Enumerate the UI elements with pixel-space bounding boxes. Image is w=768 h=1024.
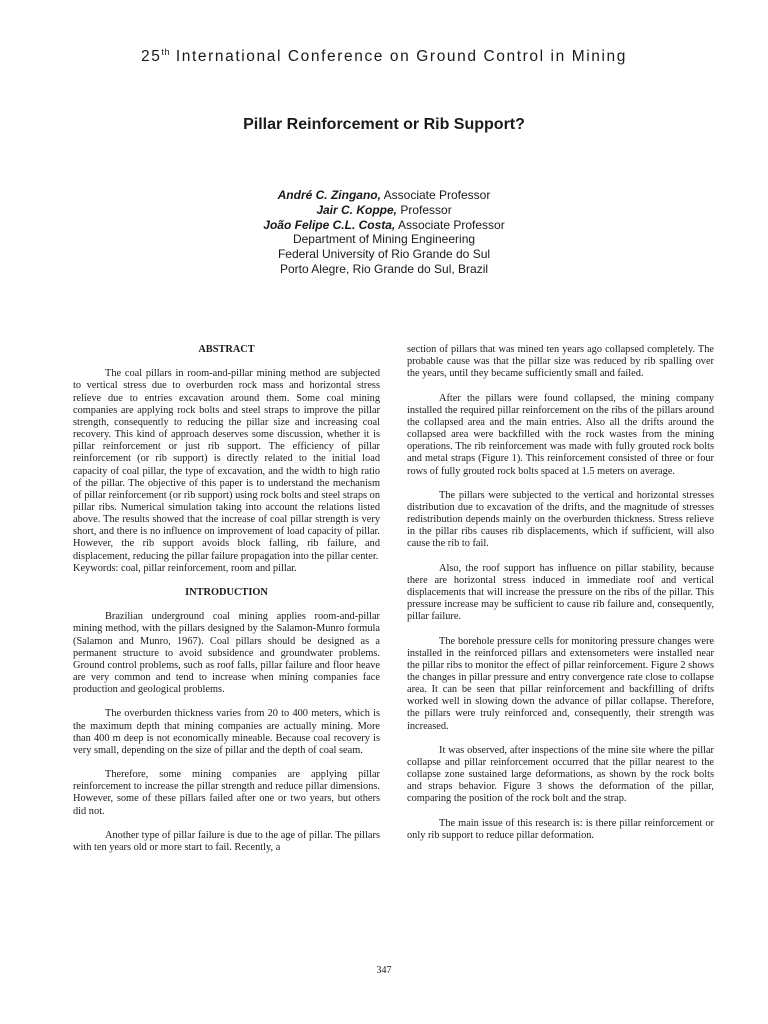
body-paragraph: After the pillars were found collapsed, the mining company installed the required pillar reinforcement on the ribs of the pillars around the collapsed area and the main entries. Also all the drifts around the collapsed area were backfilled with the rock wastes from the mining operations. The rib reinforcement was made with fully grouted rock bolts and metal straps (Figure 1). This reinforcement consisted of three or four rows of fully grouted rock bolts spaced at 1.5 meters on average. (407, 392, 714, 477)
body-paragraph: Another type of pillar failure is due to the age of pillar. The pillars with ten years old or more start to fail. Recently, a (73, 829, 380, 854)
body-paragraph: section of pillars that was mined ten years ago collapsed completely. The probable cause was that the pillar size was reduced by rib spalling over the years, until they became sufficiently small and failed. (407, 344, 714, 380)
author-name: João Felipe C.L. Costa, (263, 217, 396, 232)
author-role: Associate Professor (395, 217, 505, 232)
conference-header: 25th International Conference on Ground Control in Mining (141, 47, 627, 66)
page-number: 347 (376, 965, 392, 976)
author-name: Jair C. Koppe, (316, 202, 397, 217)
author-role: Associate Professor (380, 188, 491, 202)
abstract-heading: ABSTRACT (198, 344, 255, 355)
author-line (0, 203, 768, 218)
body-paragraph: The pillars were subjected to the vertical and horizontal stresses distribution due to excavation of the drifts, and the magnitude of stresses redistribution depends mainly on the overburden thickness. Stress relieve in the pillar ribs causes rib displacements, which if sufficient, will also cause the rib to fail. (407, 489, 714, 550)
paper-title: Pillar Reinforcement or Rib Support? (243, 116, 525, 133)
affiliation-line: Department of Mining Engineering (292, 232, 476, 247)
affiliation-line: Federal University of Rio Grande do Sul (277, 247, 491, 262)
body-paragraph: Brazilian underground coal mining applies room-and-pillar mining method, with the pillars designed by the Salamon-Munro formula (Salamon and Munro, 1967). Coal pillars should be designed as a permanent structure to avoid subsidence and groundwater problems. Ground control problems, such as roof falls, pillar failure and floor heave are very common and tend to increase when mining companies face production and geological problems. (73, 611, 380, 696)
left-column (73, 344, 380, 866)
author-name: André C. Zingano, (277, 188, 381, 202)
body-paragraph: The borehole pressure cells for monitoring pressure changes were installed in the reinforced pillars and extensometers were installed near the pillar ribs to monitor the effect of pillar reinforcement. Figure 2 shows the changes in pillar pressure and entry convergence rate close to collapse area. It can be seen that pillar reinforcement and backfilling of drifts worked well in slowing down the advance of pillar collapse. Therefore, the pillars were truly reinforced and, consequently, their strength was increased. (407, 635, 714, 732)
author-block (0, 188, 768, 277)
body-paragraph: The overburden thickness varies from 20 to 400 meters, which is the maximum depth that mining companies are actually mining. More than 400 m deep is not economically mineable. Because coal recovery is very small, depending on the size of pillar and the depth of coal seam. (73, 708, 380, 756)
abstract-paragraph: The coal pillars in room-and-pillar mining method are subjected to vertical stress due to overburden rock mass and horizontal stress relieve due to entries excavation around them. Some coal mining companies are applying rock bolts and steel straps to improve the pillar strength, consequently to reducing the pillar size and increasing coal recovery. This kind of approach deserves some discussion, whether it is pillar reinforcement or just rib support. The efficiency of pillar reinforcement (or rib support) is directly related to the initial load capacity of coal pillar, the type of excavation, and the width to high ratio of the pillar. The objective of this paper is to understand the mechanism of pillar reinforcement (or rib support) using rock bolts and steel straps on pillar ribs. Numerical simulation taking into account the relations listed above. The results showed that the increase of coal pillar strength is very short, and there is no influence on improvement of load capacity of pillar. However, the rib support avoids block falling, rib failure, and displacement, reducing the pillar failure propagation into the pillar center. (73, 368, 380, 562)
body-paragraph: Therefore, some mining companies are applying pillar reinforcement to increase the pillar strength and reduce pillar dimensions. However, some of these pillars failed after one or two years, but others did not. (73, 769, 380, 817)
body-paragraph: It was observed, after inspections of the mine site where the pillar collapse and pillar reinforcement occurred that the pillar nearest to the collapse zone sustained large deformations, as shown by the rock bolts and straps behavior. Figure 3 shows the deformation of the pillar, comparing the position of the rock bolt and the strap. (407, 744, 714, 805)
right-column (407, 344, 714, 854)
body-paragraph: Also, the roof support has influence on pillar stability, because there are horizontal stress induced in immediate roof and vertical displacements that will increase the pressure on the ribs of the pillar. This pressure increase may be sufficient to cause rib failure and, consequently, pillar failure. (407, 562, 714, 623)
author-role: Professor (397, 202, 452, 217)
introduction-heading: INTRODUCTION (185, 587, 268, 598)
ordinal-suffix: th (161, 47, 170, 57)
author-line (0, 218, 768, 233)
body-paragraph: The main issue of this research is: is there pillar reinforcement or only rib support to reduce pillar deformation. (407, 817, 714, 841)
keywords: Keywords: coal, pillar reinforcement, room and pillar. (73, 562, 297, 574)
author-line (0, 188, 768, 203)
affiliation-line: Porto Alegre, Rio Grande do Sul, Brazil (279, 261, 489, 276)
